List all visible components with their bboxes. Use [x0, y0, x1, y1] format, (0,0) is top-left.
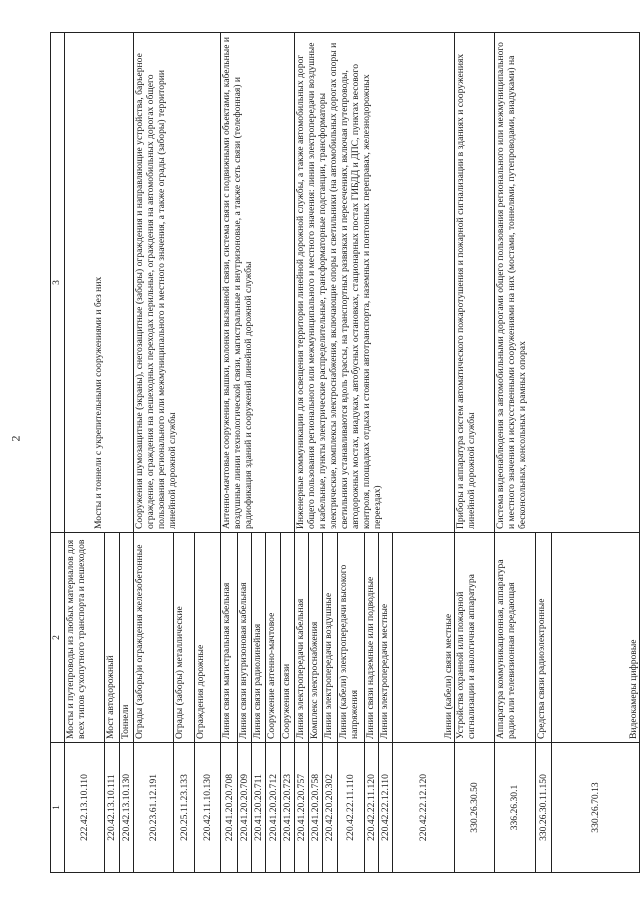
header-row — [51, 33, 65, 873]
asset-name: Ограды (заборы) металлические — [174, 533, 195, 743]
group-description: Система видеонаблюдения за автомобильными дорогами общего пользования регионального или межмуниципального и местного значения и искусственными сооружениями на них (мостами, тоннелями, путепроводами, виадуками) на бесконсольных, консольных и рамных опорах — [495, 33, 640, 533]
okof-code: 330.26.70.13 — [552, 743, 640, 873]
asset-name: Линия связи внутризоновая кабельная — [238, 533, 252, 743]
group-description: Приборы и аппаратура систем автоматического пожаротушения и пожарной сигнализации в зданиях и сооружениях линейной дорожной службы — [454, 33, 494, 533]
asset-name: Ограждения дорожные — [195, 533, 221, 743]
column-header-1: 1 — [51, 743, 65, 873]
group-description: Инженерные коммуникации для освещения территории линейной дорожной службы, а также автомобильных дорог общего пользования регионального или межмуниципального и местного значения: линии электропередачи воздушные и кабельные, пункты электрические распределительные, трансформаторные подстанции, трансформаторы электрические, комплексы электроснабжения, включающие опоры и светильники (на автомобильных дорогах опоры и светильники устанавливаются вдоль трассы, на транспортных развязках и пересечениях, включая путепроводы, автодорожных мостах, виадуках, автобусных остановках, стационарных постах ГИБДД и ДПС, пунктах весового контроля, площадках отдыха и стоянки автотранспорта, наземных и понтонных переправах, железнодорожных переездах) — [294, 33, 454, 533]
table-row — [495, 33, 535, 873]
okof-code: 220.23.61.12.191 — [133, 743, 173, 873]
okof-code: 330.26.30.50 — [454, 743, 494, 873]
okof-code: 222.42.13.10.110 — [65, 743, 105, 873]
asset-name: Линии связи надземные или подводные — [364, 533, 378, 743]
rotated-page — [50, 33, 640, 873]
okof-code: 220.41.20.20.712 — [266, 743, 280, 873]
page-number: 2 — [8, 435, 23, 442]
column-header-2: 2 — [51, 533, 65, 743]
okof-code: 220.41.20.20.723 — [280, 743, 294, 873]
okof-code: 220.41.20.20.757 — [294, 743, 308, 873]
asset-name: Линия связи магистральная кабельная — [221, 533, 238, 743]
asset-name: Линии электропередачи воздушные — [323, 533, 337, 743]
asset-name: Аппаратура коммуникационная, аппаратура радио или телевизионная передающая — [495, 533, 535, 743]
okof-code: 220.42.22.11.110 — [337, 743, 364, 873]
asset-name: Сооружения связи — [280, 533, 294, 743]
group-description: Антенно-мачтовые сооружения, вышки, колонки вызывной связи, система связи с подвижными объектами, кабельные и воздушные линии технологической связи, магистральные и внутризоновые, а также сеть связи (телефонная) и радиофикация зданий и сооружений линейной дорожной службы — [221, 33, 294, 533]
asset-name: Тоннели — [119, 533, 133, 743]
asset-name: Линии (кабели) связи местные — [393, 533, 455, 743]
okof-code: 330.26.30.11.150 — [535, 743, 552, 873]
okof-code: 220.25.11.23.133 — [174, 743, 195, 873]
table-row — [454, 33, 494, 873]
table-row — [294, 33, 308, 873]
table-row — [221, 33, 238, 873]
asset-name: Мост автодорожный — [105, 533, 119, 743]
asset-name: Линии (кабели) электропередачи высокого напряжения — [337, 533, 364, 743]
group-description: Сооружения шумозащитные (экраны), снегозащитные (заборы) ограждения и направляющие устройства, барьерное ограждение, ограждения на пешеходных переходах перильные, ограждения на автомобильных дорогах общего пользования регионального или межмуниципального и местного значения, а также ограды (заборы) территории линейной дорожной службы — [133, 33, 221, 533]
okof-code: 336.26.30.1 — [495, 743, 535, 873]
okof-code: 220.41.20.20.708 — [221, 743, 238, 873]
table-row — [133, 33, 173, 873]
asset-name: Мосты и путепроводы из любых материалов для всех типов сухопутного транспорта и пешеходов — [65, 533, 105, 743]
asset-name: Линии электропередачи местные — [379, 533, 393, 743]
okof-code: 220.42.22.11.120 — [364, 743, 378, 873]
okof-code: 220.42.20.20.302 — [323, 743, 337, 873]
okof-code: 220.42.22.12.110 — [379, 743, 393, 873]
okof-code: 220.41.20.20.709 — [238, 743, 252, 873]
okof-code: 220.42.11.10.130 — [195, 743, 221, 873]
asset-name: Средства связи радиоэлектронные — [535, 533, 552, 743]
okof-code: 220.42.13.10.111 — [105, 743, 119, 873]
column-header-3: 3 — [51, 33, 65, 533]
okof-code: 220.42.13.10.130 — [119, 743, 133, 873]
okof-code: 220.42.22.12.120 — [393, 743, 455, 873]
group-description: Мосты и тоннели с укрепительными сооружениями и без них — [65, 33, 134, 533]
table-row — [65, 33, 105, 873]
okof-code: 220.41.20.20.711 — [252, 743, 266, 873]
asset-name: Комплекс электроснабжения — [309, 533, 323, 743]
okof-code: 220.41.20.20.758 — [309, 743, 323, 873]
asset-name: Линия электропередачи кабельная — [294, 533, 308, 743]
asset-name: Устройства охранной или пожарной сигнализации и аналогичная аппаратура — [454, 533, 494, 743]
asset-name: Ограды (заборы)и ограждения железобетонные — [133, 533, 173, 743]
asset-name: Сооружение антенно-мачтовое — [266, 533, 280, 743]
table-body — [65, 33, 640, 873]
asset-name: Линия связи радиолинейная — [252, 533, 266, 743]
classification-table — [50, 32, 640, 873]
asset-name: Видеокамеры цифровые — [552, 533, 640, 743]
